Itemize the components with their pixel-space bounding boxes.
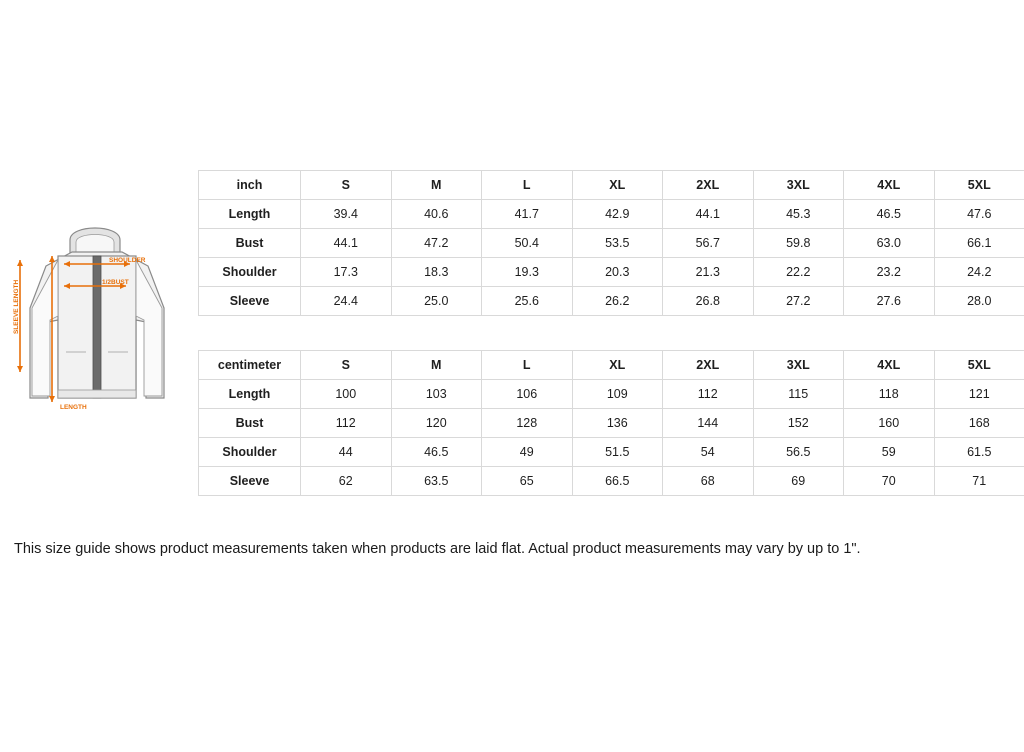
cell-sleeve-l: 25.6 (482, 287, 573, 316)
cell-sleeve-3xl: 27.2 (753, 287, 844, 316)
size-guide-note: This size guide shows product measurements taken when products are laid flat. Actual product measurements may vary by up to 1". (14, 541, 861, 557)
cell-length-xl: 42.9 (572, 200, 663, 229)
cell-length-2xl: 44.1 (663, 200, 754, 229)
cell-sleeve-5xl: 71 (934, 467, 1024, 496)
unit-header-centimeter: centimeter (199, 351, 301, 380)
table-row (199, 200, 1024, 229)
cell-shoulder-l: 49 (482, 438, 573, 467)
size-header-3xl: 3XL (753, 351, 844, 380)
size-header-5xl: 5XL (934, 171, 1024, 200)
cell-shoulder-4xl: 59 (844, 438, 935, 467)
cell-bust-m: 120 (391, 409, 482, 438)
row-label-bust: Bust (199, 409, 301, 438)
cell-bust-xl: 53.5 (572, 229, 663, 258)
cell-sleeve-3xl: 69 (753, 467, 844, 496)
row-label-shoulder: Shoulder (199, 438, 301, 467)
table-header-row (199, 351, 1024, 380)
centimeter-size-table (198, 350, 1024, 496)
cell-sleeve-2xl: 26.8 (663, 287, 754, 316)
cell-shoulder-s: 44 (301, 438, 392, 467)
cell-bust-4xl: 63.0 (844, 229, 935, 258)
cell-length-s: 100 (301, 380, 392, 409)
cell-bust-5xl: 168 (934, 409, 1024, 438)
cell-shoulder-s: 17.3 (301, 258, 392, 287)
row-label-bust: Bust (199, 229, 301, 258)
cell-shoulder-xl: 51.5 (572, 438, 663, 467)
cell-sleeve-4xl: 70 (844, 467, 935, 496)
cell-sleeve-s: 62 (301, 467, 392, 496)
cell-sleeve-2xl: 68 (663, 467, 754, 496)
size-header-2xl: 2XL (663, 351, 754, 380)
cell-shoulder-2xl: 21.3 (663, 258, 754, 287)
cell-sleeve-xl: 66.5 (572, 467, 663, 496)
cell-bust-l: 128 (482, 409, 573, 438)
cell-sleeve-4xl: 27.6 (844, 287, 935, 316)
size-header-xl: XL (572, 171, 663, 200)
cell-sleeve-m: 63.5 (391, 467, 482, 496)
size-header-s: S (301, 171, 392, 200)
cell-bust-s: 112 (301, 409, 392, 438)
table-row (199, 467, 1024, 496)
half-bust-label: 1/2BUST (102, 279, 129, 286)
row-label-shoulder: Shoulder (199, 258, 301, 287)
cell-bust-5xl: 66.1 (934, 229, 1024, 258)
size-header-l: L (482, 351, 573, 380)
table-row (199, 258, 1024, 287)
unit-header-inch: inch (199, 171, 301, 200)
cell-sleeve-s: 24.4 (301, 287, 392, 316)
sleeve-length-label: SLEEVE LENGTH (13, 279, 20, 334)
row-label-length: Length (199, 200, 301, 229)
size-header-xl: XL (572, 351, 663, 380)
cell-shoulder-4xl: 23.2 (844, 258, 935, 287)
cell-shoulder-3xl: 56.5 (753, 438, 844, 467)
size-header-3xl: 3XL (753, 171, 844, 200)
cell-length-m: 40.6 (391, 200, 482, 229)
length-label: LENGTH (60, 404, 87, 411)
cell-length-5xl: 121 (934, 380, 1024, 409)
row-label-sleeve: Sleeve (199, 467, 301, 496)
cell-length-xl: 109 (572, 380, 663, 409)
size-header-m: M (391, 171, 482, 200)
size-header-5xl: 5XL (934, 351, 1024, 380)
cell-bust-l: 50.4 (482, 229, 573, 258)
centimeter-table-container (198, 350, 1024, 496)
inch-size-table (198, 170, 1024, 316)
cell-shoulder-m: 46.5 (391, 438, 482, 467)
cell-shoulder-xl: 20.3 (572, 258, 663, 287)
cell-bust-4xl: 160 (844, 409, 935, 438)
cell-bust-m: 47.2 (391, 229, 482, 258)
cell-length-4xl: 118 (844, 380, 935, 409)
size-header-s: S (301, 351, 392, 380)
cell-shoulder-2xl: 54 (663, 438, 754, 467)
cell-shoulder-l: 19.3 (482, 258, 573, 287)
shoulder-label: SHOULDER (109, 257, 146, 264)
cell-shoulder-m: 18.3 (391, 258, 482, 287)
cell-length-5xl: 47.6 (934, 200, 1024, 229)
table-row (199, 380, 1024, 409)
sleeve-length-measure-callout (13, 260, 23, 372)
cell-sleeve-xl: 26.2 (572, 287, 663, 316)
size-header-l: L (482, 171, 573, 200)
hem-band (58, 390, 136, 398)
size-header-4xl: 4XL (844, 171, 935, 200)
size-header-2xl: 2XL (663, 171, 754, 200)
cell-bust-2xl: 56.7 (663, 229, 754, 258)
cell-length-3xl: 45.3 (753, 200, 844, 229)
garment-diagram (8, 212, 188, 422)
table-header-row (199, 171, 1024, 200)
cell-length-m: 103 (391, 380, 482, 409)
zipper-placket (93, 256, 101, 398)
cell-length-3xl: 115 (753, 380, 844, 409)
table-row (199, 438, 1024, 467)
cell-length-4xl: 46.5 (844, 200, 935, 229)
cell-length-2xl: 112 (663, 380, 754, 409)
inch-table-container (198, 170, 1024, 316)
cell-length-l: 41.7 (482, 200, 573, 229)
cell-length-l: 106 (482, 380, 573, 409)
table-row (199, 287, 1024, 316)
cell-sleeve-5xl: 28.0 (934, 287, 1024, 316)
size-header-4xl: 4XL (844, 351, 935, 380)
cell-bust-xl: 136 (572, 409, 663, 438)
cell-bust-3xl: 152 (753, 409, 844, 438)
row-label-sleeve: Sleeve (199, 287, 301, 316)
table-row (199, 409, 1024, 438)
cell-bust-2xl: 144 (663, 409, 754, 438)
cell-length-s: 39.4 (301, 200, 392, 229)
table-row (199, 229, 1024, 258)
row-label-length: Length (199, 380, 301, 409)
cell-shoulder-3xl: 22.2 (753, 258, 844, 287)
cell-shoulder-5xl: 24.2 (934, 258, 1024, 287)
cell-shoulder-5xl: 61.5 (934, 438, 1024, 467)
cell-bust-s: 44.1 (301, 229, 392, 258)
cell-sleeve-l: 65 (482, 467, 573, 496)
size-header-m: M (391, 351, 482, 380)
cell-bust-3xl: 59.8 (753, 229, 844, 258)
cell-sleeve-m: 25.0 (391, 287, 482, 316)
